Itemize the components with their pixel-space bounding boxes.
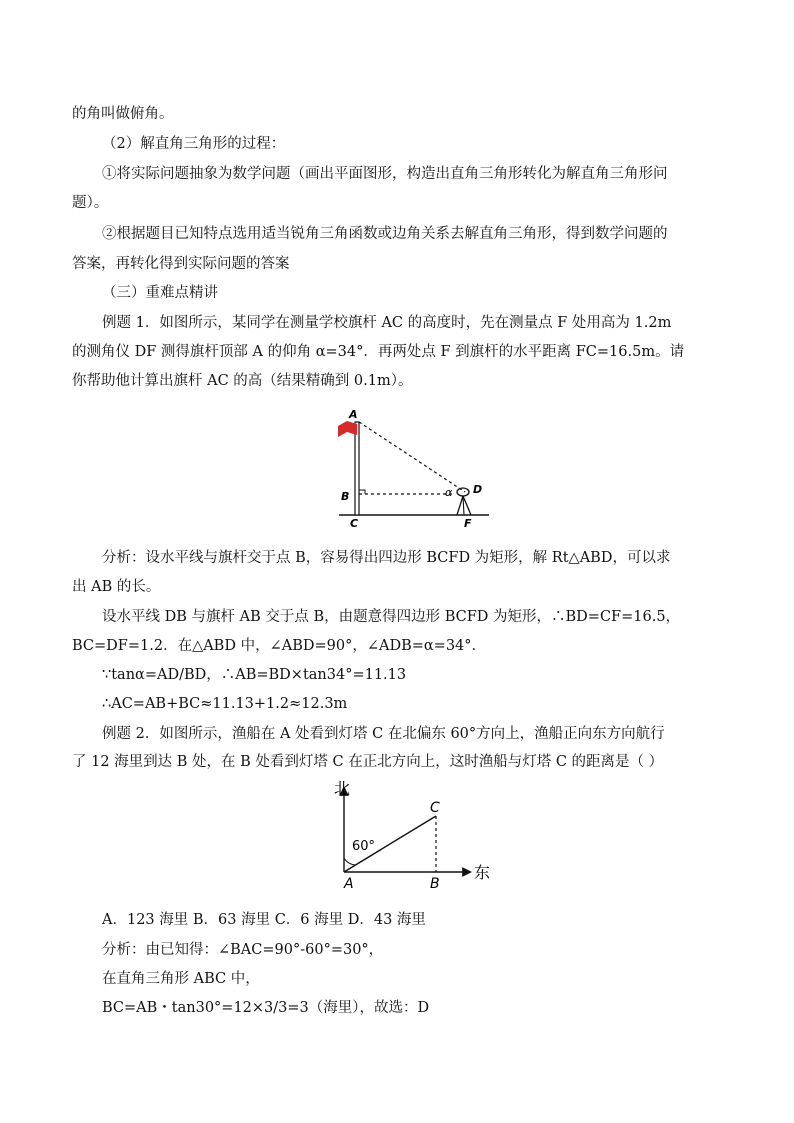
theodolite-head (457, 488, 469, 496)
line-5: ②根据题目已知特点选用适当锐角三角函数或边角关系去解直角三角形，得到数学问题的 (102, 226, 668, 242)
line-22: BC=AB・tan30°=12×3/3=3（海里），故选：D (102, 1000, 430, 1016)
line-19: A．123 海里 B．63 海里 C．6 海里 D．43 海里 (102, 912, 426, 928)
label-alpha: α (445, 486, 453, 499)
label-A: A (344, 876, 354, 892)
line-21: 在直角三角形 ABC 中， (102, 971, 260, 987)
line-11: 分析：设水平线与旗杆交于点 B，容易得出四边形 BCFD 为矩形，解 Rt△ABD，可以求 (102, 550, 671, 566)
line-8: 例题 1．如图所示，某同学在测量学校旗杆 AC 的高度时，先在测量点 F 处用高为 1.2m (102, 315, 672, 331)
line-12: 出 AB 的长。 (72, 579, 161, 595)
line-15: ∵tanα=AD/BD，∴AB=BD×tan34°=11.13 (102, 667, 407, 683)
label-A: A (349, 408, 358, 421)
line-6: 答案，再转化得到实际问题的答案 (72, 256, 290, 272)
line-14: BC=DF=1.2．在△ABD 中，∠ABD=90°，∠ADB=α=34°． (72, 638, 487, 654)
line-9: 的测角仪 DF 测得旗杆顶部 A 的仰角 α=34°．再两处点 F 到旗杆的水平距离 FC=16.5m。请 (72, 344, 685, 360)
label-C: C (430, 800, 440, 816)
line-7: （三）重难点精讲 (102, 285, 218, 301)
line-20: 分析：由已知得：∠BAC=90°-60°=30°， (102, 942, 384, 958)
line-10: 你帮助他计算出旗杆 AC 的高（结果精确到 0.1m）。 (72, 373, 413, 389)
label-B: B (341, 490, 350, 503)
line-13: 设水平线 DB 与旗杆 AB 交于点 B，由题意得四边形 BCFD 为矩形，∴BD=CF=16.5， (102, 609, 681, 625)
label-north: 北 (334, 779, 351, 798)
line-3: ①将实际问题抽象为数学问题（画出平面图形，构造出直角三角形转化为解直角三角形问 (102, 166, 668, 182)
figure-lighthouse (330, 778, 495, 892)
line-16: ∴AC=AB+BC≈11.13+1.2≈12.3m (102, 696, 348, 712)
label-B: B (430, 876, 440, 892)
flag (338, 421, 357, 437)
label-C: C (350, 517, 359, 530)
figure-flagpole (325, 408, 495, 530)
line-4: 题）。 (72, 195, 109, 211)
flagpole (355, 422, 359, 515)
line-2: （2）解直角三角形的过程： (102, 136, 286, 152)
label-D: D (473, 483, 483, 496)
theodolite-leg-1 (457, 496, 463, 515)
line-AD (359, 422, 465, 492)
line-1: 的角叫做俯角。 (72, 106, 174, 122)
right-angle-B (359, 490, 365, 494)
line-17: 例题 2．如图所示，渔船在 A 处看到灯塔 C 在北偏东 60°方向上，渔船正向东方向航行 (102, 726, 665, 742)
label-east: 东 (474, 863, 491, 882)
label-F: F (464, 517, 472, 530)
angle-arc (344, 858, 356, 865)
line-18: 了 12 海里到达 B 处，在 B 处看到灯塔 C 在正北方向上，这时渔船与灯塔 C 的距离是（ ） (72, 754, 664, 770)
label-angle: 60° (352, 839, 376, 854)
